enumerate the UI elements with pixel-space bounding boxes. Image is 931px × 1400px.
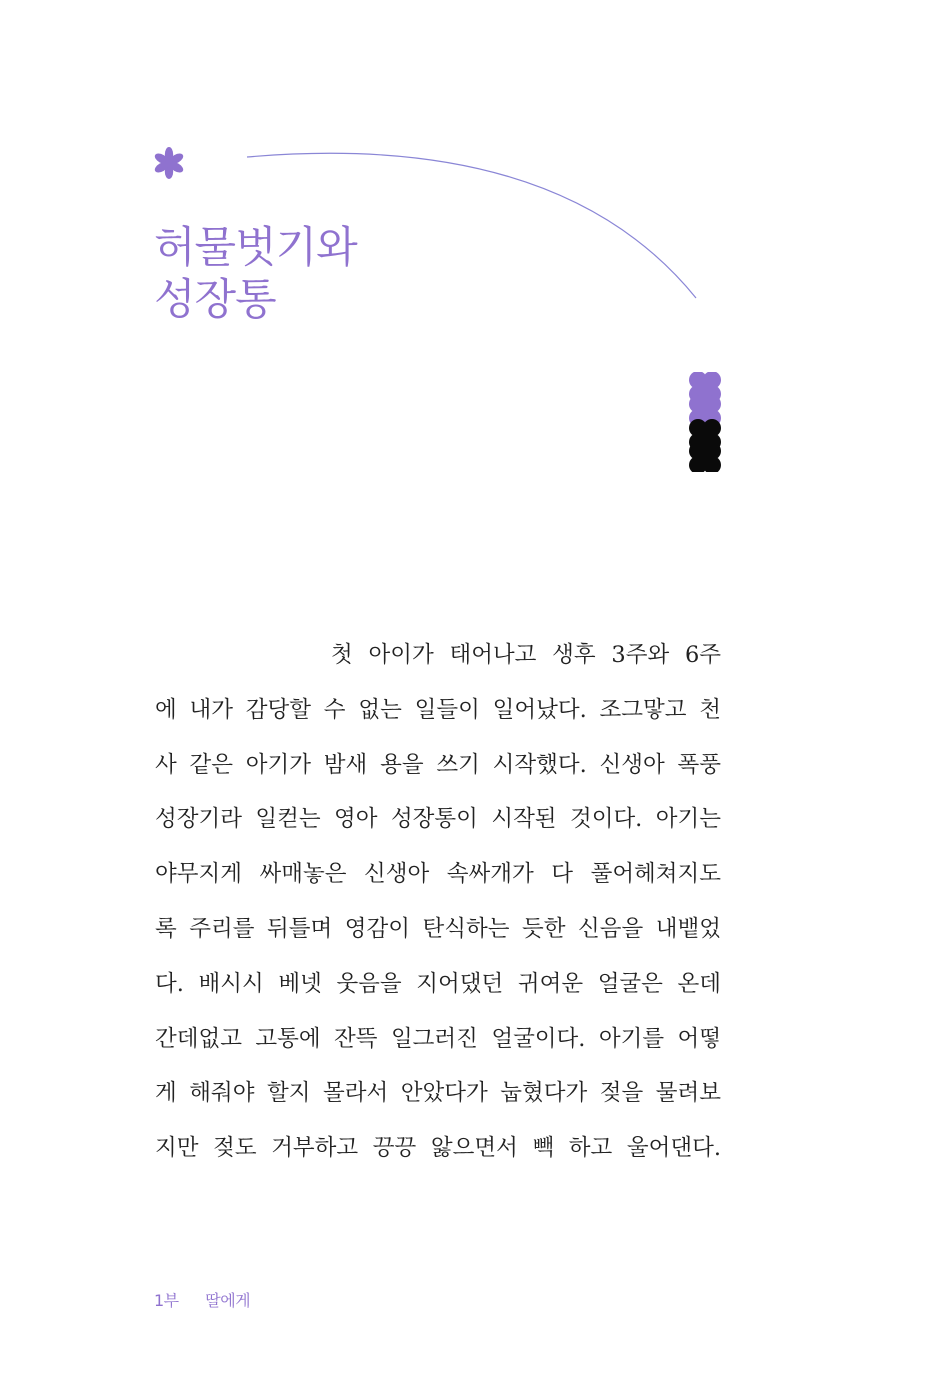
- body-line: 지만 젖도 거부하고 끙끙 앓으면서 빽 하고 울어댄다.: [155, 1135, 721, 1162]
- decorative-arc: [0, 0, 931, 400]
- body-line: 간데없고 고통에 잔뜩 일그러진 얼굴이다. 아기를 어떻: [155, 1025, 721, 1052]
- body-line: 야무지게 싸매놓은 신생아 속싸개가 다 풀어헤쳐지도: [155, 861, 721, 888]
- asterisk-flower-icon: [152, 146, 186, 180]
- chapter-title-line1: 허물벗기와: [154, 223, 357, 273]
- body-line: 사 같은 아기가 밤새 용을 쓰기 시작했다. 신생아 폭풍: [155, 751, 721, 778]
- body-line: 게 해줘야 할지 몰라서 안았다가 눕혔다가 젖을 물려보: [155, 1080, 721, 1107]
- chapter-title-line2: 성장통: [154, 275, 276, 325]
- body-line: 첫 아이가 태어나고 생후 3주와 6주: [331, 642, 721, 668]
- body-line: 에 내가 감당할 수 없는 일들이 일어났다. 조그맣고 천: [155, 696, 721, 723]
- running-footer: [154, 1288, 250, 1311]
- footer-part: 1부: [154, 1291, 179, 1310]
- chapter-title: [154, 222, 357, 326]
- body-line: 록 주리를 뒤틀며 영감이 탄식하는 듯한 신음을 내뱉었: [155, 915, 721, 942]
- body-line: 성장기라 일컫는 영아 성장통이 시작된 것이다. 아기는: [155, 806, 721, 833]
- quatrefoil-flower-icon: [685, 372, 725, 472]
- body-line: 다. 배시시 베넷 웃음을 지어댔던 귀여운 얼굴은 온데: [155, 970, 721, 997]
- body-paragraph: [155, 628, 721, 1176]
- footer-chapter: 딸에게: [205, 1291, 251, 1310]
